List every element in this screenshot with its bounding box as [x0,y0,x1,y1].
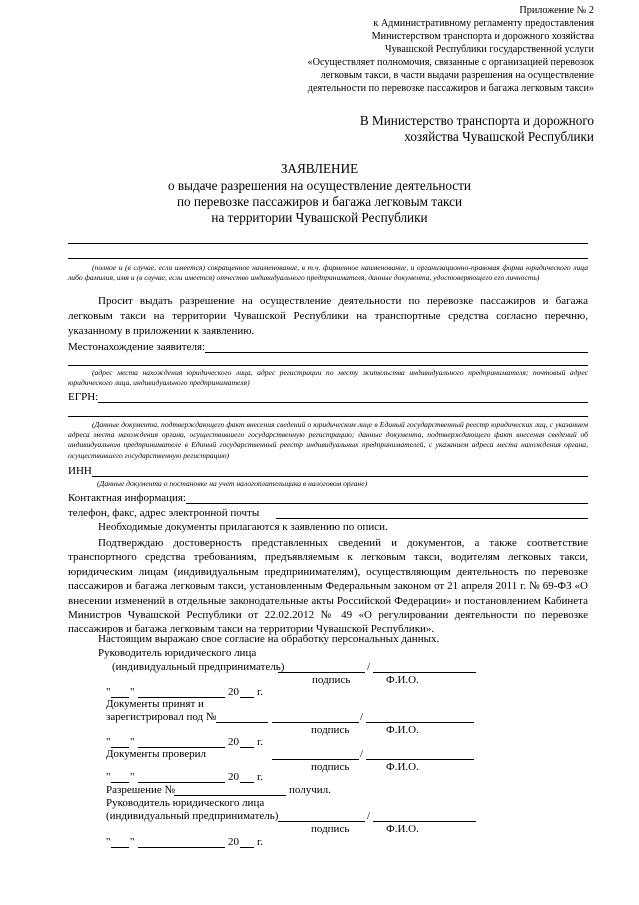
consent-text: Настоящим выражаю свое согласие на обработку персональных данных. [98,633,440,645]
date-year-prefix: 20 [228,836,239,848]
date-year-prefix: 20 [228,736,239,748]
registration-number-field[interactable] [216,722,268,723]
egrn-field[interactable] [98,402,588,403]
head-label: Руководитель юридического лица [98,647,257,659]
date-year-field[interactable] [240,697,254,698]
fio-field[interactable] [366,759,474,760]
location-field[interactable] [205,352,588,353]
header-line: Чувашской Республики государственной услуги [384,44,594,55]
date-year-field[interactable] [240,847,254,848]
header-appendix-number: Приложение № 2 [519,5,594,16]
date-quote-open: " [106,686,111,698]
contact-field[interactable] [186,503,588,504]
date-quote-close: " [130,736,135,748]
applicant-name-field[interactable] [68,258,588,259]
date-year-suffix: г. [257,736,264,748]
slash-separator: / [360,711,364,723]
header-line: легковым такси, в части выдачи разрешения на осуществление [320,70,594,81]
fio-field[interactable] [366,722,474,723]
accepted-label-2: зарегистрировал под № [106,711,217,723]
slash-separator: / [367,810,371,822]
date-quote-close: " [130,686,135,698]
egrn-label: ЕГРН: [68,391,99,403]
head2-sublabel: (индивидуальный предприниматель) [106,810,279,822]
title-sub: о выдаче разрешения на осуществление деятельности [168,178,471,193]
inn-field[interactable] [92,476,588,477]
title-sub: по перевозке пассажиров и багажа легковым такси [176,194,463,209]
slash-separator: / [367,661,371,673]
head2-label: Руководитель юридического лица [106,797,265,809]
date-month-field[interactable] [138,847,225,848]
sign-caption: подпись [311,823,350,835]
phone-label: телефон, факс, адрес электронной почты [68,507,260,519]
phone-field[interactable] [276,518,588,519]
date-quote-open: " [106,736,111,748]
docs-attached-text: Необходимые документы прилагаются к заявлению по описи. [98,521,388,533]
sign-caption: подпись [311,761,350,773]
date-year-suffix: г. [257,836,264,848]
header-line: «Осуществляет полномочия, связанные с организацией перевозок [307,57,594,68]
date-year-prefix: 20 [228,771,239,783]
egrn-note: (Данные документа, подтверждающего факт внесения сведений о юридическом лице в Единый государственный реестр юридических лиц, с указанием адреса места нахождения органа, осуществившего государственную регистрацию; данные документа, подтверждающего факт внесения сведений об индивидуальном предпринимателе в Единый государственный реестр индивидуальных предпринимателей, с указанием адреса места нахождения органа, осуществившего государственную регистрацию) [68,420,588,460]
addressee-line-2: хозяйства Чувашской Республики [404,129,594,144]
fio-caption: Ф.И.О. [386,761,419,773]
contact-label: Контактная информация: [68,492,186,504]
date-quote-open: " [106,771,111,783]
page-title: ЗАЯВЛЕНИЕ [280,161,359,176]
fio-caption: Ф.И.О. [386,724,419,736]
applicant-name-field[interactable] [68,243,588,244]
header-line: Министерством транспорта и дорожного хозяйства [371,31,594,42]
date-year-field[interactable] [240,782,254,783]
checked-label: Документы проверил [106,748,206,760]
accepted-label: Документы принят и [106,698,204,710]
slash-separator: / [360,748,364,760]
date-quote-open: " [106,836,111,848]
title-sub: на территории Чувашской Республики [211,210,428,225]
date-quote-close: " [130,771,135,783]
sign-caption: подпись [312,674,351,686]
fio-caption: Ф.И.О. [386,823,419,835]
header-line: к Административному регламенту предоставления [373,18,594,29]
addressee-line-1: В Министерство транспорта и дорожного [359,113,594,128]
location-label: Местонахождение заявителя: [68,341,206,353]
date-quote-close: " [130,836,135,848]
date-year-suffix: г. [257,771,264,783]
head-sublabel: (индивидуальный предприниматель) [112,661,285,673]
header-line: деятельности по перевозке пассажиров и багажа легковым такси» [307,83,594,94]
applicant-note: (полное и (в случае, если имеется) сокращенное наименование, в т.ч. фирменное наименование, и организационно-правовая форма юридического лица либо фамилия, имя и (в случае, если имеется) отчество индивидуального предпринимателя, данные документа, удостоверяющего его личность) [68,263,588,283]
date-year-field[interactable] [240,747,254,748]
permit-received-text: получил. [289,784,331,796]
egrn-field[interactable] [68,416,588,417]
inn-note: (Данные документа о постановке на учет налогоплательщика в налоговом органе) [97,479,368,488]
permit-label: Разрешение № [106,784,175,796]
date-year-suffix: г. [257,686,264,698]
location-note: (адрес места нахождения юридического лица, адрес регистрации по месту жительства индивидуального предпринимателя; почтовый адрес юридического лица, индивидуального предпринимателя) [68,368,588,388]
location-field[interactable] [68,365,588,366]
confirm-paragraph: Подтверждаю достоверность представленных сведений и документов, а также соответствие транспортного средства требованиям, предъявляемым к легковым такси, водителям легковых такси, юридическим лицам (индивидуальным предпринимателям), осуществляющим деятельность по перевозке пассажиров и багажа легковым такси, установленным Федеральным законом от 21 апреля 2011 г. № 69-ФЗ «О внесении изменений в отдельные законодательные акты Российской Федерации» и постановлением Кабинета Министров Чувашской Республики от 22.02.2012 № 49 «О регулировании деятельности по перевозке пассажиров и багажа легковым такси на территории Чувашской Республики». [68,537,588,636]
sign-caption: подпись [311,724,350,736]
inn-label: ИНН [68,465,92,477]
date-year-prefix: 20 [228,686,239,698]
date-day-field[interactable] [111,847,129,848]
fio-caption: Ф.И.О. [386,674,419,686]
request-paragraph: Просит выдать разрешение на осуществление деятельности по перевозке пассажиров и багажа легковым такси на территории Чувашской Республики на транспортные средства согласно перечню, указанному в приложении к заявлению. [68,295,588,337]
